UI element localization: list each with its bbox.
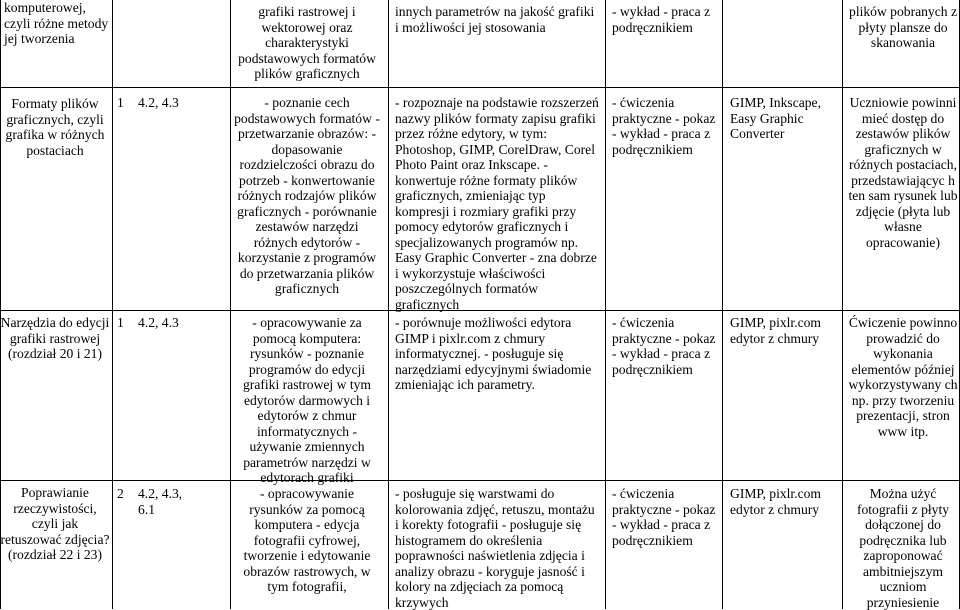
outcomes-cell: [395, 4, 600, 35]
hours-cell: [117, 315, 124, 331]
reference-cell: [138, 486, 198, 517]
methods-text: - wykład - praca z podręcznikiem: [612, 4, 711, 35]
grid-line: [112, 0, 113, 609]
reference-cell: [138, 95, 208, 111]
outcomes-cell: [395, 486, 600, 610]
topic-cell: [0, 96, 110, 158]
outcomes-text: - porównuje możliwości edytora GIMP i pixlr.com z chmury informatycznej. - posługuje się narzędziami edycyjnymi świadomie zmieniając ich parametry.: [395, 315, 592, 392]
topic-text: komputerowej, czyli różne metody jej tworzenia: [4, 0, 109, 46]
content-text: - opracowywanie rysunków za pomocą komputera - edycja fotografii cyfrowej, tworzenie i edytowanie obrazów rastrowych, w tym fotografii,: [243, 486, 371, 594]
methods-text: - ćwiczenia praktyczne - pokaz - wykład - praca z podręcznikiem: [612, 486, 716, 548]
topic-cell: [0, 0, 114, 47]
reference-text: 4.2, 4.3: [138, 315, 179, 330]
notes-cell: [848, 4, 958, 51]
methods-cell: [612, 486, 717, 548]
methods-cell: [612, 95, 717, 157]
notes-text: Można użyć fotografii z płyty dołączonej do podręcznika lub zaproponować ambitniejszym uczniom przyniesienie: [856, 486, 950, 610]
hours-cell: [117, 95, 124, 111]
outcomes-text: innych parametrów na jakość grafiki i możliwości jej stosowania: [395, 4, 595, 35]
methods-cell: [612, 315, 717, 377]
content-column: [232, 0, 382, 609]
reference-text: 4.2, 4.3: [138, 95, 179, 110]
topic-text: Narzędzia do edycji grafiki rastrowej (rozdział 20 i 21): [0, 315, 110, 361]
content-cell: [232, 315, 382, 486]
tools-cell: [730, 95, 838, 142]
tools-cell: [730, 486, 838, 517]
hours-text: 1: [117, 315, 124, 330]
reference-cell: [138, 315, 208, 331]
topic-text: Poprawianie rzeczywistości, czyli jak retuszować zdjęcia? (rozdział 22 i 23): [0, 485, 110, 562]
grid-line: [605, 0, 606, 609]
topic-cell: [0, 315, 110, 362]
grid-line: [230, 0, 231, 609]
notes-cell: [848, 486, 958, 610]
topic-cell: [0, 485, 110, 563]
reference-column: [138, 0, 208, 609]
topic-column: [0, 0, 110, 609]
notes-cell: [848, 315, 958, 439]
notes-text: Ćwiczenie powinno prowadzić do wykonania elementów później wykorzystywany ch np. przy tworzeniu prezentacji, stron www itp.: [848, 315, 958, 439]
reference-text: 4.2, 4.3, 6.1: [138, 486, 183, 517]
grid-line: [388, 0, 389, 609]
outcomes-cell: [395, 315, 600, 393]
content-text: grafiki rastrowej i wektorowej oraz charakterystyki podstawowych formatów plików graficznych: [238, 4, 376, 81]
tools-text: GIMP, Inkscape, Easy Graphic Converter: [730, 95, 821, 141]
tools-column: [730, 0, 838, 609]
methods-text: - ćwiczenia praktyczne - pokaz - wykład - praca z podręcznikiem: [612, 315, 716, 377]
tools-text: GIMP, pixlr.com edytor z chmury: [730, 315, 822, 346]
content-text: - poznanie cech podstawowych formatów - przetwarzanie obrazów: - dopasowanie rozdzielczości obrazu do potrzeb - konwertowanie różnych rodzajów plików graficznych - porównanie zestawów narzędzi różnych edytorów - korzystanie z programów do przetwarzania plików graficznych: [234, 95, 380, 296]
outcomes-column: [395, 0, 600, 609]
notes-column: [848, 0, 958, 609]
notes-text: plików pobranych z płyty plansze do skanowania: [849, 4, 957, 50]
content-cell: [232, 4, 382, 82]
hours-cell: [117, 486, 124, 502]
methods-cell: [612, 4, 717, 35]
tools-text: GIMP, pixlr.com edytor z chmury: [730, 486, 822, 517]
grid-line: [722, 0, 723, 609]
content-text: - opracowywanie za pomocą komputera: rysunków - poznanie programów do edycji grafiki rastrowej w tym edytorów darmowych i edytorów z chmur informatycznych - używanie zmiennych parametrów narzędzi w edytorach grafiki: [243, 315, 371, 485]
topic-text: Formaty plików graficznych, czyli grafika w różnych postaciach: [5, 96, 105, 158]
notes-text: Uczniowie powinni mieć dostęp do zestawów plików graficznych w różnych postaciach, przedstawiającyc h ten sam rysunek lub zdjęcie (płyta lub własne opracowanie): [848, 95, 958, 250]
content-cell: [232, 95, 382, 297]
content-cell: [232, 486, 382, 595]
methods-column: [612, 0, 717, 609]
outcomes-text: - posługuje się warstwami do kolorowania zdjęć, retuszu, montażu i korekty fotografii - posługuje się histogramem do określenia poprawności naświetlenia zdjęcia i analizy obrazu - koryguje jasność i kolory na zdjęciach za pomocą krzywych: [395, 486, 595, 610]
outcomes-text: - rozpoznaje na podstawie rozszerzeń nazwy plików formaty zapisu grafiki przez różne edytory, w tym: Photoshop, GIMP, CorelDraw, Corel Photo Paint oraz Inkscape. - konwertuje różne formaty plików graficznych, zmieniając typ kompresji i rozmiary grafiki przy pomocy edytorów graficznych i specjalizowanych programów np. Easy Graphic Converter - zna dobrze i wykorzystuje właściwości poszczególnych formatów graficznych: [395, 95, 599, 312]
hours-text: 2: [117, 486, 124, 501]
methods-text: - ćwiczenia praktyczne - pokaz - wykład - praca z podręcznikiem: [612, 95, 716, 157]
hours-text: 1: [117, 95, 124, 110]
grid-line: [842, 0, 843, 609]
tools-cell: [730, 315, 838, 346]
hours-column: [117, 0, 139, 609]
outcomes-cell: [395, 95, 600, 312]
notes-cell: [848, 95, 958, 250]
